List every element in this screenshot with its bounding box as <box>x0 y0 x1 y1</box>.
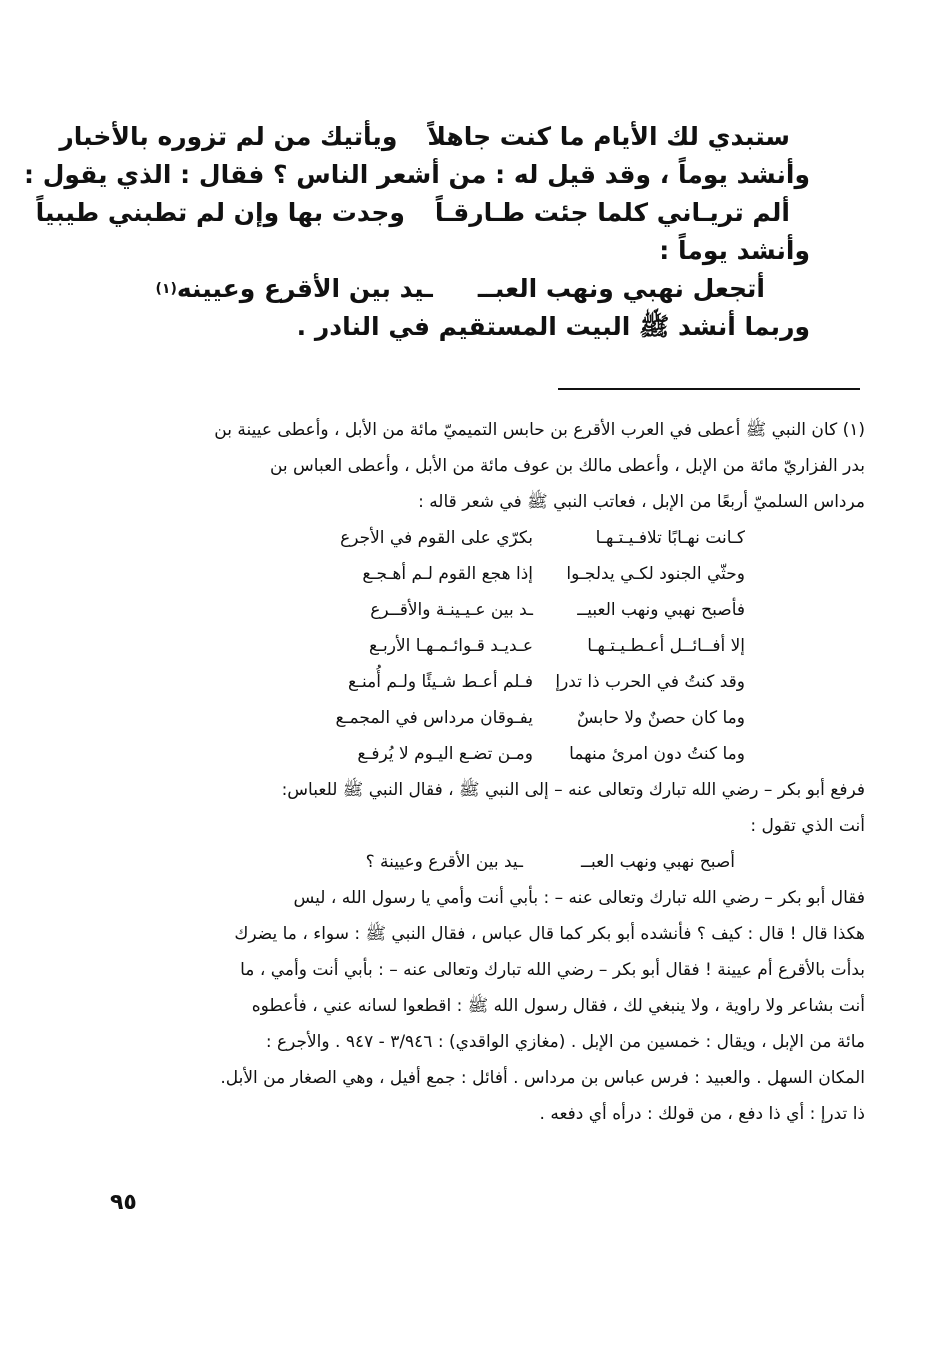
footnote-verse <box>110 556 865 592</box>
footnote-separator <box>558 388 860 390</box>
footnote-line: مائة من الإبل ، ويقال : خمسين من الإبل . (مغازي الواقدي) : ٣/٩٤٦ - ٩٤٧ . والأجرع : <box>265 1032 865 1052</box>
hemistich-second: يفـوقان مرداس في المجمـع <box>335 708 533 728</box>
hemistich-first: أصبح نهبي ونهب العبــ <box>580 852 735 872</box>
hemistich-first: ستبدي لك الأيام ما كنت جاهلاً <box>427 122 790 151</box>
hemistich-first: كـانت نهـابًا تلافـيـتـهـا <box>595 528 745 548</box>
footnote-verse <box>110 664 865 700</box>
footnote-line: أنت بشاعر ولا راوية ، ولا ينبغي لك ، فقال رسول الله ﷺ : اقطعوا لسانه عني ، فأعطوه <box>251 996 865 1016</box>
hemistich-second: ويأتيك من لم تزوره بالأخبار <box>59 122 398 151</box>
verse-line <box>59 118 810 156</box>
footnote-line: بدأت بالأقرع أم عيينة ! فقال أبو بكر – رضي الله تبارك وتعالى عنه – : بأبي أنت وأمي ، ما <box>240 960 865 980</box>
footnote-verse <box>110 736 865 772</box>
prose-line: وأنشد يوماً ، وقد قيل له : من أشعر الناس ؟ فقال : الذي يقول : <box>24 160 810 189</box>
footnote-verse <box>110 700 865 736</box>
hemistich-second: إذا هجع القوم لـم أهـجـع <box>362 564 533 584</box>
hemistich-second: ـد بين عـيـينـة والأقــرع <box>370 600 533 620</box>
hemistich-first: وما كان حصنٌ ولا حابسٌ <box>576 708 745 728</box>
footnote-line: بدر الفزاريّ مائة من الإبل ، وأعطى مالك بن عوف مائة من الأبل ، وأعطى العباس بن <box>269 456 865 476</box>
hemistich-first: وحثّي الجنود لكـي يدلجـوا <box>566 564 745 584</box>
prose-line: وربما أنشد ﷺ البيت المستقيم في النادر . <box>296 312 810 341</box>
verse-line <box>150 270 810 308</box>
verse-line <box>35 194 810 232</box>
footnote-line: المكان السهل . والعبيد : فرس عباس بن مرداس . أفائل : جمع أفيل ، وهي الصغار من الأبل. <box>220 1068 865 1088</box>
hemistich-second: ـيد بين الأقرع وعيينة ؟ <box>365 852 523 872</box>
footnote-verse <box>110 520 865 556</box>
hemistich-first: وما كنتُ دون امرئ منهما <box>569 744 745 764</box>
footnote-verse <box>110 592 865 628</box>
hemistich-first: أتجعل نهبي ونهب العبــ <box>477 274 765 303</box>
hemistich-second: بكرّي على القوم في الأجرع <box>340 528 533 548</box>
prose-line: وأنشد يوماً : <box>659 236 810 265</box>
hemistich-second: وجدت بها وإن لم تطبني طيبياً <box>35 198 405 227</box>
hemistich-first: فأصبح نهبي ونهب العبيــ <box>577 600 745 620</box>
footnote-block <box>110 412 865 1132</box>
footnote-line: ذا تدرإ : أي ذا دفع ، من قولك : درأه أي دفعه . <box>539 1104 865 1124</box>
footnote-line: فقال أبو بكر – رضي الله تبارك وتعالى عنه – : بأبي أنت وأمي يا رسول الله ، ليس <box>293 888 865 908</box>
hemistich-first: ألم تريـاني كلما جئت طـارقـاً <box>434 198 790 227</box>
footnote-line: هكذا قال ! قال : كيف ؟ فأنشده أبو بكر كما قال عباس ، فقال النبي ﷺ : سواء ، ما يضرك <box>234 924 865 944</box>
hemistich-second: ـيد بين الأقرع وعيينه <box>176 274 433 303</box>
footnote-reference[interactable]: (١) <box>155 281 177 297</box>
footnote-verse <box>110 628 865 664</box>
hemistich-first: إلا أفــائــل أعـطـيـتـهـا <box>587 636 745 656</box>
main-text <box>24 118 810 346</box>
hemistich-second: عـديـد قـوائـمـهـا الأربـع <box>368 636 533 656</box>
page-number: ٩٥ <box>110 1190 137 1215</box>
footnote-line: فرفع أبو بكر – رضي الله تبارك وتعالى عنه – إلى النبي ﷺ ، فقال النبي ﷺ للعباس: <box>281 780 865 800</box>
hemistich-second: فـلم أعـط شـيئًا ولـم أُمنـع <box>348 672 533 692</box>
footnote-line: مرداس السلميّ أربعًا من الإبل ، فعاتب النبي ﷺ في شعر قاله : <box>418 492 865 512</box>
footnote-line: (١) كان النبي ﷺ أعطى في العرب الأقرع بن حابس التميميّ مائة من الأبل ، وأعطى عيينة بن <box>214 420 865 440</box>
footnote-line: أنت الذي تقول : <box>750 816 865 836</box>
footnote-quoted-verse <box>110 844 865 880</box>
hemistich-second: ومـن تضـع اليـوم لا يُرفـع <box>357 744 533 764</box>
hemistich-first: وقد كنتُ في الحرب ذا تدرإ <box>555 672 745 692</box>
